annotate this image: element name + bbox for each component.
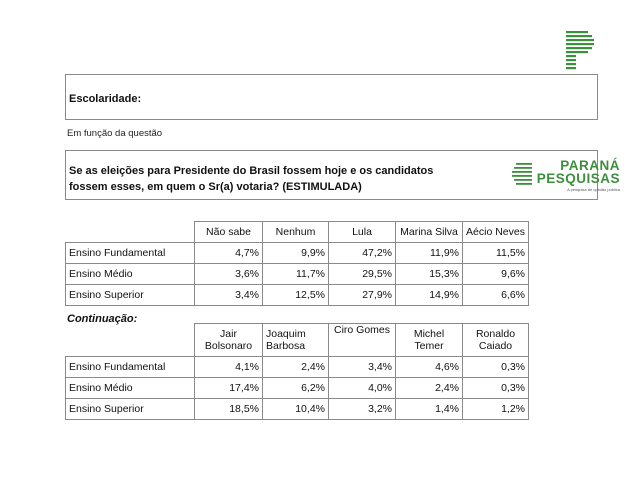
header-line: Barbosa bbox=[266, 340, 306, 352]
column-header: Não sabe bbox=[195, 222, 263, 243]
table-cell: 9,6% bbox=[463, 264, 529, 285]
column-header: Nenhum bbox=[263, 222, 329, 243]
table-row bbox=[66, 243, 529, 264]
parana-pesquisas-logo-mark bbox=[566, 31, 596, 71]
table-cell: 2,4% bbox=[263, 357, 329, 378]
table-cell: 3,4% bbox=[195, 285, 263, 306]
parana-pesquisas-logo bbox=[510, 159, 620, 193]
header-line: Ronaldo bbox=[475, 328, 516, 340]
results-table-1 bbox=[65, 221, 529, 306]
question-box bbox=[65, 150, 620, 200]
table-cell: 27,9% bbox=[329, 285, 396, 306]
row-label: Ensino Fundamental bbox=[66, 243, 195, 264]
table-cell: 14,9% bbox=[396, 285, 463, 306]
table-cell: 17,4% bbox=[195, 378, 263, 399]
table-cell: 47,2% bbox=[329, 243, 396, 264]
logo-stripes-icon bbox=[510, 161, 532, 187]
row-label: Ensino Fundamental bbox=[66, 357, 195, 378]
table-corner bbox=[66, 324, 195, 357]
table-cell: 4,7% bbox=[195, 243, 263, 264]
column-header: Marina Silva bbox=[396, 222, 463, 243]
column-header: Lula bbox=[329, 222, 396, 243]
header-line: Joaquim bbox=[266, 328, 306, 340]
column-header bbox=[396, 324, 463, 357]
question-text bbox=[69, 163, 433, 195]
header-line: Michel bbox=[413, 328, 445, 340]
results-table-2 bbox=[65, 323, 529, 420]
table-cell: 4,0% bbox=[329, 378, 396, 399]
column-header bbox=[463, 324, 529, 357]
logo-name-line2: PESQUISAS bbox=[536, 171, 620, 186]
table-cell: 3,6% bbox=[195, 264, 263, 285]
table-corner bbox=[66, 222, 195, 243]
column-header bbox=[195, 324, 263, 357]
table-cell: 6,6% bbox=[463, 285, 529, 306]
row-label: Ensino Médio bbox=[66, 264, 195, 285]
table-row bbox=[66, 378, 529, 399]
table-cell: 11,7% bbox=[263, 264, 329, 285]
header-line: Temer bbox=[414, 340, 444, 352]
question-line-1: Se as eleições para Presidente do Brasil fossem hoje e os candidatos bbox=[69, 165, 434, 177]
column-header bbox=[263, 324, 329, 357]
table-cell: 15,3% bbox=[396, 264, 463, 285]
table-header-row bbox=[66, 324, 529, 357]
table-cell: 4,6% bbox=[396, 357, 463, 378]
section-title: Escolaridade: bbox=[69, 93, 142, 105]
table-cell: 1,4% bbox=[396, 399, 463, 420]
table-row bbox=[66, 264, 529, 285]
row-label: Ensino Médio bbox=[66, 378, 195, 399]
header-line: Jair bbox=[220, 328, 237, 340]
row-label: Ensino Superior bbox=[66, 285, 195, 306]
logo-name-line1: PARANÁ bbox=[560, 158, 620, 173]
table-cell: 11,5% bbox=[463, 243, 529, 264]
column-header: Aécio Neves bbox=[463, 222, 529, 243]
table-cell: 3,4% bbox=[329, 357, 396, 378]
table-row bbox=[66, 399, 529, 420]
table-row bbox=[66, 357, 529, 378]
table-row bbox=[66, 285, 529, 306]
header-line: Caiado bbox=[478, 340, 513, 352]
table-cell: 6,2% bbox=[263, 378, 329, 399]
header-line: Ciro Gomes bbox=[333, 324, 390, 336]
column-header bbox=[329, 324, 396, 357]
table-cell: 1,2% bbox=[463, 399, 529, 420]
row-label: Ensino Superior bbox=[66, 399, 195, 420]
table-cell: 3,2% bbox=[329, 399, 396, 420]
table-header-row bbox=[66, 222, 529, 243]
subtitle: Em função da questão bbox=[67, 128, 163, 139]
logo-tagline: A pesquisa de opinião pública bbox=[567, 187, 620, 192]
section-title-box bbox=[65, 74, 598, 120]
table-cell: 4,1% bbox=[195, 357, 263, 378]
table-cell: 9,9% bbox=[263, 243, 329, 264]
table-cell: 0,3% bbox=[463, 378, 529, 399]
table-cell: 12,5% bbox=[263, 285, 329, 306]
table-cell: 10,4% bbox=[263, 399, 329, 420]
table-cell: 0,3% bbox=[463, 357, 529, 378]
table-cell: 18,5% bbox=[195, 399, 263, 420]
table-cell: 11,9% bbox=[396, 243, 463, 264]
table-cell: 29,5% bbox=[329, 264, 396, 285]
question-line-2: fossem esses, em quem o Sr(a) votaria? (ESTIMULADA) bbox=[69, 181, 362, 193]
table-cell: 2,4% bbox=[396, 378, 463, 399]
header-line: Bolsonaro bbox=[204, 340, 253, 352]
continuation-label: Continuação: bbox=[67, 313, 138, 325]
